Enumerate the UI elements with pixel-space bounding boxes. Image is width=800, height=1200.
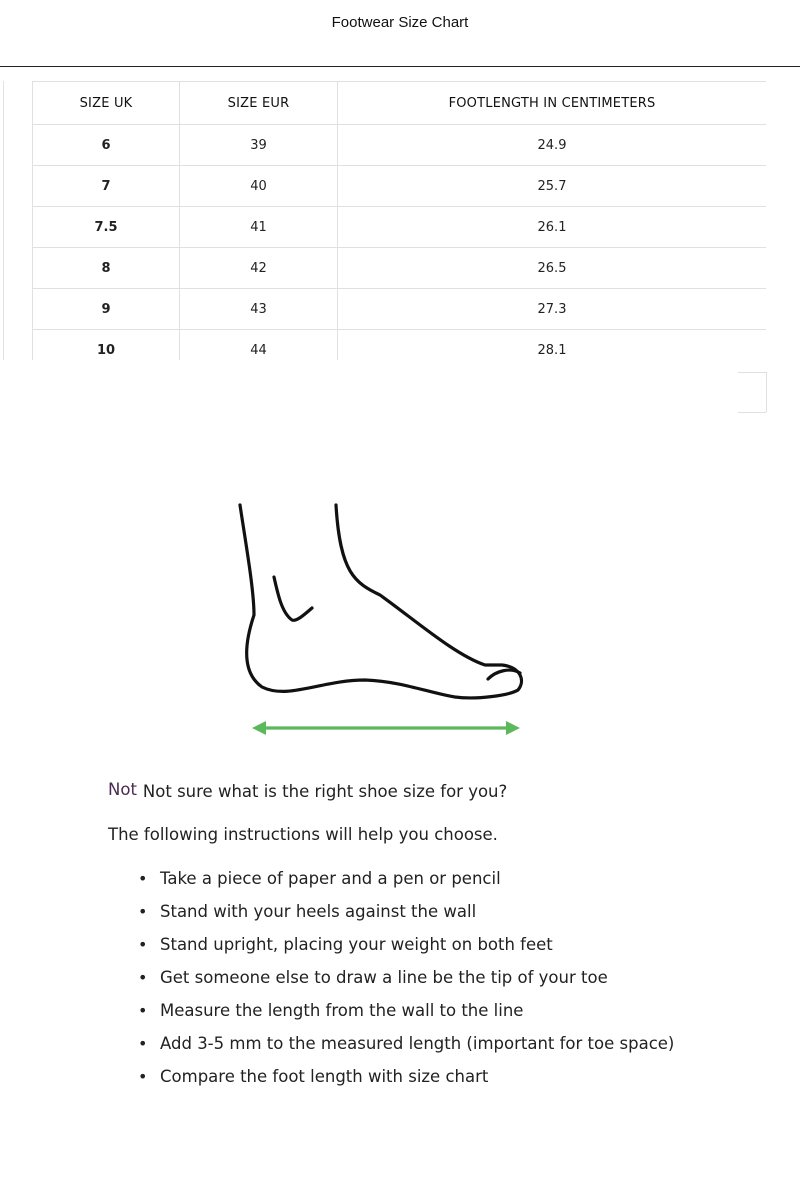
list-item [138, 967, 748, 1000]
foot-outline [240, 505, 521, 698]
step-text: Compare the foot length with size chart [160, 1067, 489, 1086]
list-item [138, 934, 748, 967]
cell-size-eur: 43 [180, 289, 338, 330]
cell-size-eur: 42 [180, 248, 338, 289]
cell-footlength: 26.1 [338, 207, 767, 248]
list-item [138, 901, 748, 934]
cell-footlength: 26.5 [338, 248, 767, 289]
table-side-border [3, 81, 4, 360]
step-text: Get someone else to draw a line be the tip of your toe [160, 968, 608, 987]
page-title: Footwear Size Chart [331, 14, 469, 31]
cell-size-uk: 10 [33, 330, 180, 361]
cell-size-uk: 6 [33, 125, 180, 166]
instructions-intro: The following instructions will help you choose. [108, 825, 498, 844]
size-chart [32, 81, 766, 360]
step-text: Stand upright, placing your weight on both feet [160, 935, 553, 954]
cell-footlength: 28.1 [338, 330, 767, 361]
bullet-icon: • [138, 1067, 148, 1086]
bullet-icon: • [138, 1034, 148, 1053]
foot-toe-line [488, 670, 520, 679]
bullet-icon: • [138, 1001, 148, 1020]
list-item [138, 1066, 748, 1099]
bullet-icon: • [138, 968, 148, 987]
list-item [138, 1033, 748, 1066]
question-text: Not sure what is the right shoe size for you? [142, 782, 508, 801]
sizing-instructions [108, 782, 748, 1099]
cell-size-uk: 9 [33, 289, 180, 330]
table-row [33, 330, 767, 361]
list-item [138, 1000, 748, 1033]
column-header-size-eur: SIZE EUR [180, 82, 338, 125]
table-row [33, 166, 767, 207]
step-text: Measure the length from the wall to the line [160, 1001, 524, 1020]
question-prefix: Not [108, 780, 137, 799]
list-item [138, 868, 748, 901]
step-text: Stand with your heels against the wall [160, 902, 477, 921]
step-text: Take a piece of paper and a pen or pencil [160, 869, 501, 888]
cell-size-eur: 40 [180, 166, 338, 207]
cell-footlength: 24.9 [338, 125, 767, 166]
instruction-steps [108, 868, 748, 1099]
measurement-arrow-left [252, 721, 266, 735]
column-header-footlength: FOOTLENGTH IN CENTIMETERS [338, 82, 767, 125]
bullet-icon: • [138, 935, 148, 954]
cell-size-eur: 39 [180, 125, 338, 166]
size-table [32, 81, 766, 360]
cell-footlength: 27.3 [338, 289, 767, 330]
table-row [33, 289, 767, 330]
table-fragment-line [738, 372, 766, 373]
cell-size-uk: 8 [33, 248, 180, 289]
cell-size-eur: 44 [180, 330, 338, 361]
table-header-row [33, 82, 767, 125]
cell-size-uk: 7 [33, 166, 180, 207]
measurement-arrow-right [506, 721, 520, 735]
cell-size-uk: 7.5 [33, 207, 180, 248]
sizing-question [108, 782, 748, 801]
step-text: Add 3-5 mm to the measured length (important for toe space) [160, 1034, 675, 1053]
bullet-icon: • [138, 869, 148, 888]
bullet-icon: • [138, 902, 148, 921]
page-header [0, 0, 800, 67]
table-fragment-line [738, 412, 766, 413]
cell-footlength: 25.7 [338, 166, 767, 207]
foot-ankle-line [274, 577, 312, 620]
foot-length-icon [230, 495, 540, 745]
table-row [33, 207, 767, 248]
cell-size-eur: 41 [180, 207, 338, 248]
table-row [33, 248, 767, 289]
table-row [33, 125, 767, 166]
table-fragment-line [766, 372, 767, 412]
column-header-size-uk: SIZE UK [33, 82, 180, 125]
